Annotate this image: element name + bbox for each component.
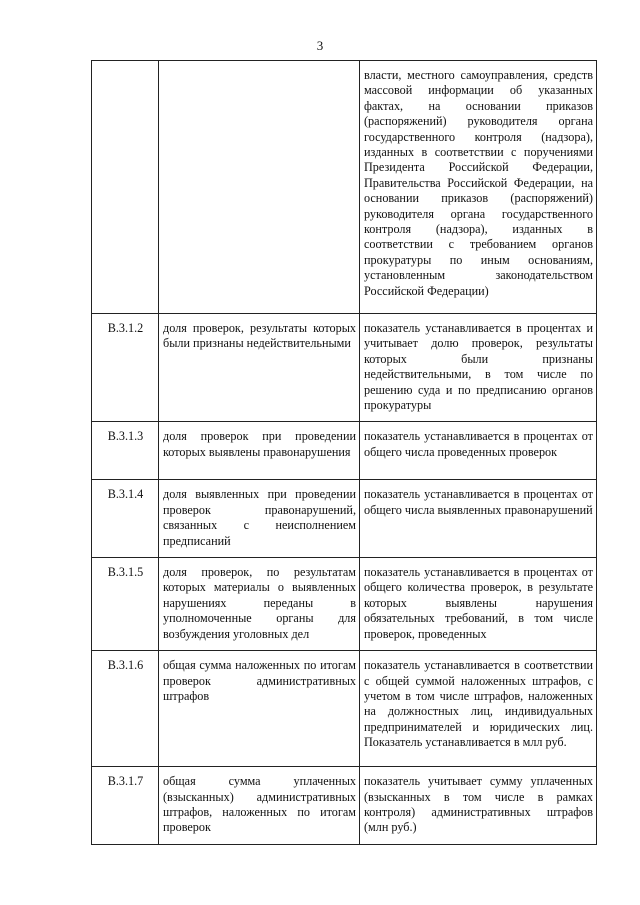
- row-description-cell: показатель устанавливается в процентах от общего количества проверок, в результате которых выявлены нарушения обязательных требований, в том числе проверок, проведенных: [360, 558, 597, 651]
- table-row: [92, 767, 597, 845]
- table-row: [92, 480, 597, 558]
- row-description-cell: показатель устанавливается в соответствии с общей суммой наложенных штрафов, с учетом в том числе штрафов, наложенных на должностных лиц, индивидуальных предпринимателей и юридических лиц. Показатель устанавливается в млл руб.: [360, 651, 597, 767]
- row-name-cell: общая сумма наложенных по итогам проверок административных штрафов: [159, 651, 360, 767]
- table-row: [92, 422, 597, 480]
- row-name-cell: [159, 61, 360, 314]
- table-row: [92, 61, 597, 314]
- row-code-cell: В.3.1.7: [92, 767, 159, 845]
- row-name-cell: доля проверок при проведении которых выявлены правонарушения: [159, 422, 360, 480]
- row-code-cell: В.3.1.6: [92, 651, 159, 767]
- row-description-cell: показатель устанавливается в процентах от общего числа проведенных проверок: [360, 422, 597, 480]
- row-description-cell: показатель устанавливается в процентах от общего числа выявленных правонарушений: [360, 480, 597, 558]
- table-row: [92, 314, 597, 422]
- table-row: [92, 558, 597, 651]
- row-description-cell: показатель учитывает сумму уплаченных (взысканных в том числе в рамках контроля) административных штрафов (млн руб.): [360, 767, 597, 845]
- indicators-table: [91, 60, 597, 845]
- row-description-cell: власти, местного самоуправления, средств массовой информации об указанных фактах, на основании приказов (распоряжений) руководителя органа государственного контроля (надзора), изданных в соответствии с поручениями Президента Российской Федерации, Правительства Российской Федерации, на основании приказов (распоряжений) руководителя органа государственного контроля (надзора), изданных в соответствии с требованием органов прокуратуры по иным основаниям, установленным законодательством Российской Федерации): [360, 61, 597, 314]
- row-name-cell: доля проверок, по результатам которых материалы о выявленных нарушениях переданы в уполномоченные органы для возбуждения уголовных дел: [159, 558, 360, 651]
- row-code-cell: В.3.1.5: [92, 558, 159, 651]
- row-name-cell: общая сумма уплаченных (взысканных) административных штрафов, наложенных по итогам проверок: [159, 767, 360, 845]
- row-name-cell: доля выявленных при проведении проверок правонарушений, связанных с неисполнением предписаний: [159, 480, 360, 558]
- row-code-cell: В.3.1.2: [92, 314, 159, 422]
- row-name-cell: доля проверок, результаты которых были признаны недействительными: [159, 314, 360, 422]
- row-code-cell: В.3.1.3: [92, 422, 159, 480]
- row-code-cell: [92, 61, 159, 314]
- table-row: [92, 651, 597, 767]
- page-number: 3: [316, 38, 324, 53]
- row-description-cell: показатель устанавливается в процентах и учитывает долю проверок, результаты которых были признаны недействительными, в том числе по решению суда и по предписанию органов прокуратуры: [360, 314, 597, 422]
- row-code-cell: В.3.1.4: [92, 480, 159, 558]
